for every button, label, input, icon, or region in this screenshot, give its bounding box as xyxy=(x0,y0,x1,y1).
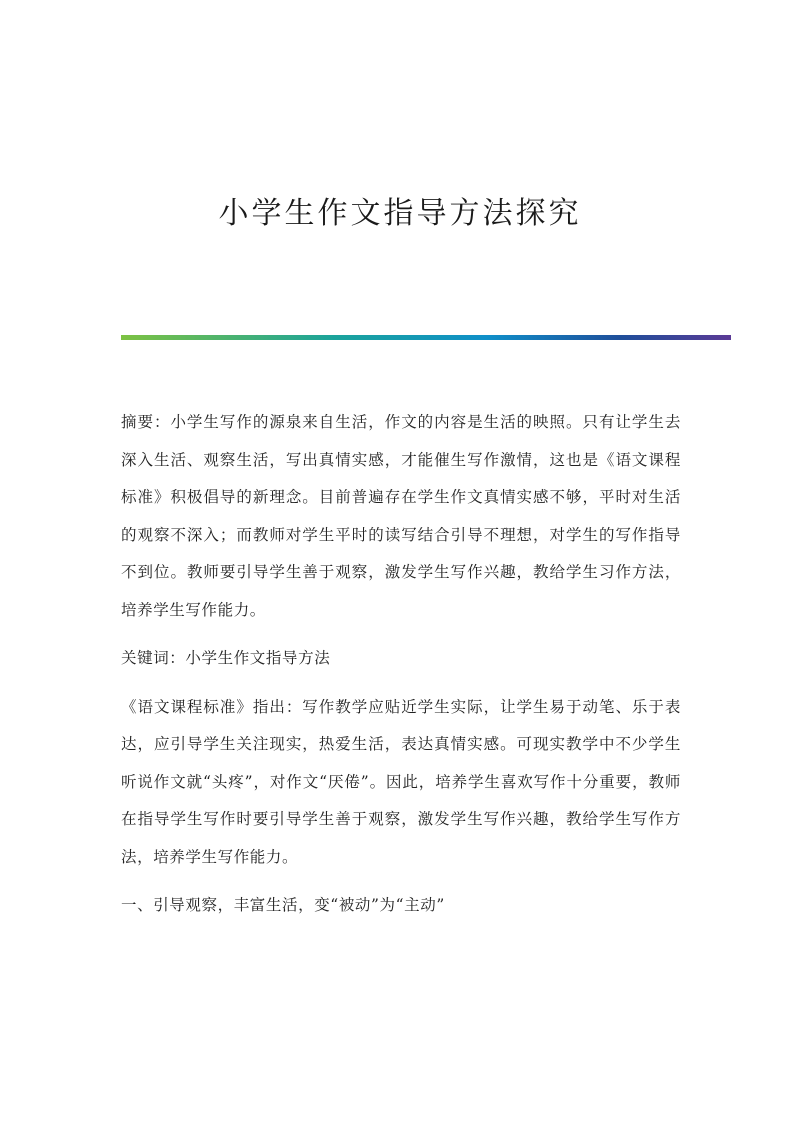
gradient-divider xyxy=(121,335,731,340)
intro-paragraph: 《语文课程标准》指出：写作教学应贴近学生实际，让学生易于动笔、乐于表达，应引导学生关注现实，热爱生活，表达真情实感。可现实教学中不少学生听说作文就“头疼”，对作文“厌倦”。因此，培养学生喜欢写作十分重要，教师在指导学生写作时要引导学生善于观察，激发学生写作兴趣，教给学生写作方法，培养学生写作能力。 xyxy=(121,697,681,866)
abstract-paragraph: 摘要：小学生写作的源泉来自生活，作文的内容是生活的映照。只有让学生去深入生活、观察生活，写出真情实感，才能催生写作激情，这也是《语文课程标准》积极倡导的新理念。目前普遍存在学生作文真情实感不够，平时对生活的观察不深入；而教师对学生平时的读写结合引导不理想，对学生的写作指导不到位。教师要引导学生善于观察，激发学生写作兴趣，教给学生习作方法，培养学生写作能力。 xyxy=(121,413,681,619)
keywords-paragraph: 关键词：小学生作文指导方法 xyxy=(121,649,331,667)
document-title: 小学生作文指导方法探究 xyxy=(218,196,582,231)
document-body xyxy=(121,404,681,936)
section-heading: 一、引导观察，丰富生活，变“被动”为“主动” xyxy=(121,896,445,914)
